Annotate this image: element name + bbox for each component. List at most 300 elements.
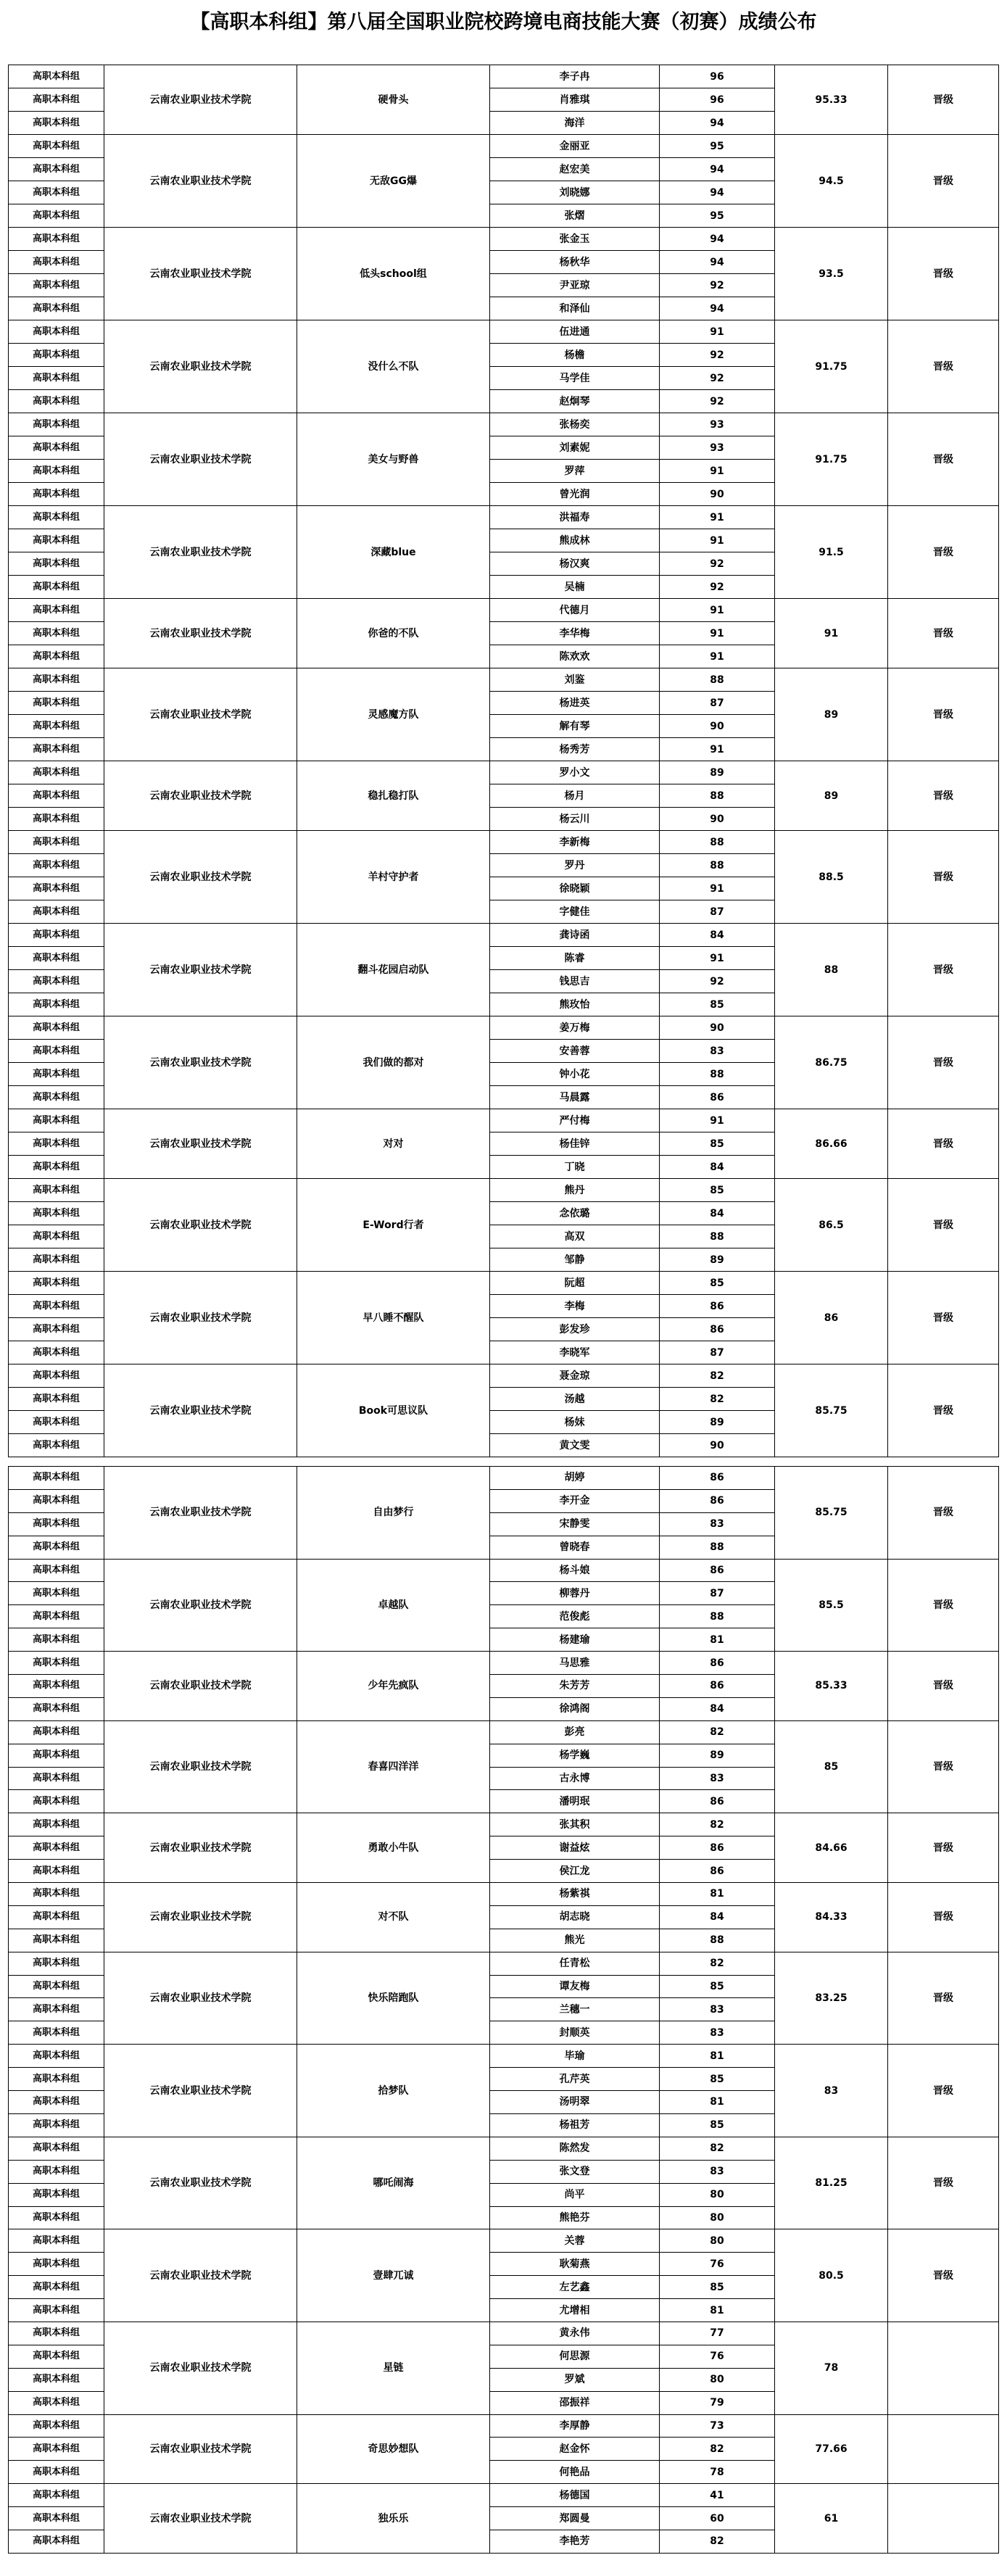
group-cell: 高职本科组 [9,390,104,413]
member-score-cell: 95 [660,204,775,228]
school-cell: 云南农业职业技术学院 [104,1272,297,1364]
team-name-cell: 美女与野兽 [297,413,490,506]
school-cell: 云南农业职业技术学院 [104,2414,297,2484]
member-name-cell: 李华梅 [490,622,660,645]
group-cell: 高职本科组 [9,2391,104,2414]
team-name-cell: 对不队 [297,1883,490,1952]
team-average-cell: 61 [775,2484,888,2554]
member-score-cell: 92 [660,274,775,297]
member-score-cell: 91 [660,738,775,761]
group-cell: 高职本科组 [9,1559,104,1582]
group-cell: 高职本科组 [9,112,104,135]
result-cell: 晋级 [888,135,999,228]
group-cell: 高职本科组 [9,761,104,784]
member-name-cell: 杨学巍 [490,1744,660,1767]
member-score-cell: 82 [660,2137,775,2160]
result-cell: 晋级 [888,668,999,761]
member-score-cell: 80 [660,2206,775,2229]
group-cell: 高职本科组 [9,668,104,692]
member-name-cell: 朱芳芳 [490,1675,660,1698]
member-score-cell: 92 [660,970,775,993]
member-score-cell: 86 [660,1652,775,1675]
table-row [9,831,999,854]
group-cell: 高职本科组 [9,460,104,483]
member-name-cell: 肖雅琪 [490,88,660,112]
school-cell: 云南农业职业技术学院 [104,1467,297,1560]
group-cell: 高职本科组 [9,1388,104,1411]
member-name-cell: 刘晓娜 [490,181,660,204]
school-cell: 云南农业职业技术学院 [104,1813,297,1883]
member-name-cell: 张杨奕 [490,413,660,436]
team-name-cell: 春喜四洋洋 [297,1720,490,1813]
table-row [9,1179,999,1202]
team-name-cell: 卓越队 [297,1559,490,1652]
results-table-part-2 [8,1466,999,2554]
table-row [9,320,999,344]
member-name-cell: 杨斗娘 [490,1559,660,1582]
member-name-cell: 罗丹 [490,854,660,877]
member-score-cell: 83 [660,2160,775,2183]
team-average-cell: 83.25 [775,1952,888,2045]
member-name-cell: 赵炯琴 [490,390,660,413]
group-cell: 高职本科组 [9,2229,104,2253]
member-name-cell: 陈欢欢 [490,645,660,668]
school-cell: 云南农业职业技术学院 [104,599,297,668]
group-cell: 高职本科组 [9,1929,104,1952]
member-score-cell: 87 [660,900,775,924]
member-name-cell: 张其积 [490,1813,660,1836]
group-cell: 高职本科组 [9,367,104,390]
member-score-cell: 82 [660,1720,775,1744]
group-cell: 高职本科组 [9,1467,104,1490]
group-cell: 高职本科组 [9,645,104,668]
member-score-cell: 86 [660,1086,775,1109]
group-cell: 高职本科组 [9,1605,104,1628]
group-cell: 高职本科组 [9,1860,104,1883]
group-cell: 高职本科组 [9,1063,104,1086]
group-cell: 高职本科组 [9,436,104,460]
group-cell: 高职本科组 [9,1697,104,1720]
school-cell: 云南农业职业技术学院 [104,1883,297,1952]
result-cell: 晋级 [888,2137,999,2229]
team-average-cell: 85.75 [775,1364,888,1457]
team-name-cell: 灵感魔方队 [297,668,490,761]
group-cell: 高职本科组 [9,1536,104,1559]
member-score-cell: 79 [660,2391,775,2414]
member-name-cell: 邵振祥 [490,2391,660,2414]
group-cell: 高职本科组 [9,900,104,924]
member-score-cell: 82 [660,2530,775,2553]
team-average-cell: 83 [775,2045,888,2137]
member-score-cell: 91 [660,877,775,900]
group-cell: 高职本科组 [9,552,104,576]
member-score-cell: 83 [660,1767,775,1790]
group-cell: 高职本科组 [9,877,104,900]
member-name-cell: 杨檐 [490,344,660,367]
member-name-cell: 李晓军 [490,1341,660,1364]
team-name-cell: 奇思妙想队 [297,2414,490,2484]
group-cell: 高职本科组 [9,2507,104,2530]
member-name-cell: 李梅 [490,1295,660,1318]
result-cell: 晋级 [888,1813,999,1883]
member-score-cell: 91 [660,506,775,529]
member-name-cell: 聂金琼 [490,1364,660,1388]
team-average-cell: 91.5 [775,506,888,599]
member-name-cell: 范俊彪 [490,1605,660,1628]
group-cell: 高职本科组 [9,1813,104,1836]
result-cell: 晋级 [888,413,999,506]
member-name-cell: 汤明翠 [490,2091,660,2114]
group-cell: 高职本科组 [9,1628,104,1652]
member-score-cell: 88 [660,831,775,854]
member-score-cell: 87 [660,1582,775,1605]
table-row [9,2137,999,2160]
group-cell: 高职本科组 [9,1341,104,1364]
member-name-cell: 张熠 [490,204,660,228]
member-score-cell: 91 [660,1109,775,1132]
member-score-cell: 90 [660,1016,775,1040]
group-cell: 高职本科组 [9,738,104,761]
group-cell: 高职本科组 [9,2160,104,2183]
table-row [9,1272,999,1295]
school-cell: 云南农业职业技术学院 [104,1652,297,1721]
member-name-cell: 杨秀芳 [490,738,660,761]
table-row [9,2484,999,2507]
group-cell: 高职本科组 [9,65,104,88]
group-cell: 高职本科组 [9,1652,104,1675]
member-name-cell: 徐晓颖 [490,877,660,900]
school-cell: 云南农业职业技术学院 [104,65,297,135]
team-average-cell: 86 [775,1272,888,1364]
group-cell: 高职本科组 [9,2299,104,2322]
member-score-cell: 94 [660,181,775,204]
group-cell: 高职本科组 [9,1582,104,1605]
group-cell: 高职本科组 [9,1883,104,1906]
team-name-cell: 没什么不队 [297,320,490,413]
result-cell: 晋级 [888,228,999,320]
result-cell: 晋级 [888,761,999,831]
team-name-cell: E-Word行者 [297,1179,490,1272]
member-name-cell: 熊玫怡 [490,993,660,1016]
team-name-cell: 深藏blue [297,506,490,599]
team-name-cell: 硬骨头 [297,65,490,135]
member-name-cell: 伍进通 [490,320,660,344]
group-cell: 高职本科组 [9,1744,104,1767]
member-score-cell: 94 [660,158,775,181]
table-row [9,65,999,88]
team-name-cell: 哪吒闹海 [297,2137,490,2229]
school-cell: 云南农业职业技术学院 [104,413,297,506]
table-row [9,1109,999,1132]
member-score-cell: 85 [660,993,775,1016]
result-cell: 晋级 [888,924,999,1016]
group-cell: 高职本科组 [9,1767,104,1790]
team-name-cell: 自由梦行 [297,1467,490,1560]
team-name-cell: 拾梦队 [297,2045,490,2137]
member-score-cell: 86 [660,1318,775,1341]
member-name-cell: 邹静 [490,1248,660,1272]
member-name-cell: 徐鸿阁 [490,1697,660,1720]
member-name-cell: 黄文雯 [490,1434,660,1457]
school-cell: 云南农业职业技术学院 [104,228,297,320]
member-name-cell: 杨祖芳 [490,2113,660,2137]
member-score-cell: 78 [660,2461,775,2484]
team-name-cell: 对对 [297,1109,490,1179]
group-cell: 高职本科组 [9,2322,104,2345]
group-cell: 高职本科组 [9,1720,104,1744]
member-name-cell: 杨德国 [490,2484,660,2507]
member-score-cell: 90 [660,715,775,738]
member-score-cell: 90 [660,808,775,831]
team-average-cell: 91 [775,599,888,668]
team-name-cell: 低头school组 [297,228,490,320]
team-average-cell: 94.5 [775,135,888,228]
team-average-cell: 80.5 [775,2229,888,2322]
table-row [9,1952,999,1975]
member-score-cell: 88 [660,668,775,692]
member-name-cell: 彭发珍 [490,1318,660,1341]
table-row [9,1813,999,1836]
team-name-cell: 翻斗花园启动队 [297,924,490,1016]
member-name-cell: 李新梅 [490,831,660,854]
group-cell: 高职本科组 [9,970,104,993]
group-cell: 高职本科组 [9,320,104,344]
school-cell: 云南农业职业技术学院 [104,1559,297,1652]
team-average-cell: 85.33 [775,1652,888,1721]
result-cell: 晋级 [888,2045,999,2137]
member-name-cell: 解有琴 [490,715,660,738]
member-name-cell: 张文登 [490,2160,660,2183]
member-score-cell: 89 [660,1248,775,1272]
member-score-cell: 88 [660,1605,775,1628]
member-score-cell: 86 [660,1836,775,1860]
member-score-cell: 92 [660,576,775,599]
table-row [9,1364,999,1388]
team-average-cell: 85.5 [775,1559,888,1652]
member-score-cell: 87 [660,1341,775,1364]
group-cell: 高职本科组 [9,506,104,529]
member-name-cell: 左艺鑫 [490,2276,660,2299]
member-name-cell: 侯江龙 [490,1860,660,1883]
result-cell: 晋级 [888,831,999,924]
team-average-cell: 86.5 [775,1179,888,1272]
member-score-cell: 91 [660,645,775,668]
group-cell: 高职本科组 [9,2461,104,2484]
member-score-cell: 88 [660,854,775,877]
member-name-cell: 赵金怀 [490,2438,660,2461]
group-cell: 高职本科组 [9,1836,104,1860]
team-average-cell: 88 [775,924,888,1016]
member-score-cell: 91 [660,460,775,483]
member-name-cell: 钱思吉 [490,970,660,993]
member-name-cell: 严付梅 [490,1109,660,1132]
group-cell: 高职本科组 [9,204,104,228]
member-name-cell: 何思源 [490,2345,660,2368]
member-name-cell: 赵宏美 [490,158,660,181]
team-name-cell: 早八睡不醒队 [297,1272,490,1364]
member-name-cell: 郑圆曼 [490,2507,660,2530]
table-row [9,1467,999,1490]
member-score-cell: 90 [660,1434,775,1457]
member-name-cell: 安善蓉 [490,1040,660,1063]
member-name-cell: 杨妹 [490,1411,660,1434]
school-cell: 云南农业职业技术学院 [104,924,297,1016]
member-name-cell: 海洋 [490,112,660,135]
member-name-cell: 李厚静 [490,2414,660,2438]
group-cell: 高职本科组 [9,274,104,297]
member-name-cell: 杨云川 [490,808,660,831]
member-score-cell: 88 [660,1929,775,1952]
group-cell: 高职本科组 [9,622,104,645]
group-cell: 高职本科组 [9,1411,104,1434]
group-cell: 高职本科组 [9,1318,104,1341]
member-name-cell: 宋静雯 [490,1512,660,1536]
school-cell: 云南农业职业技术学院 [104,2137,297,2229]
result-cell: 晋级 [888,1883,999,1952]
member-score-cell: 80 [660,2183,775,2206]
member-score-cell: 94 [660,112,775,135]
member-score-cell: 85 [660,2276,775,2299]
school-cell: 云南农业职业技术学院 [104,135,297,228]
group-cell: 高职本科组 [9,1675,104,1698]
team-name-cell: 勇敢小牛队 [297,1813,490,1883]
group-cell: 高职本科组 [9,1272,104,1295]
member-name-cell: 熊丹 [490,1179,660,1202]
team-name-cell: 稳扎稳打队 [297,761,490,831]
member-score-cell: 93 [660,413,775,436]
result-cell: 晋级 [888,320,999,413]
member-name-cell: 胡志晓 [490,1905,660,1929]
member-score-cell: 82 [660,1813,775,1836]
group-cell: 高职本科组 [9,1905,104,1929]
result-cell: 晋级 [888,599,999,668]
member-score-cell: 88 [660,1225,775,1248]
group-cell: 高职本科组 [9,2484,104,2507]
member-name-cell: 熊光 [490,1929,660,1952]
member-score-cell: 83 [660,1040,775,1063]
school-cell: 云南农业职业技术学院 [104,1720,297,1813]
member-score-cell: 82 [660,1388,775,1411]
team-average-cell: 86.75 [775,1016,888,1109]
member-name-cell: 孔芹英 [490,2068,660,2091]
member-score-cell: 80 [660,2229,775,2253]
team-average-cell: 84.33 [775,1883,888,1952]
member-score-cell: 81 [660,1883,775,1906]
member-name-cell: 罗斌 [490,2368,660,2391]
member-score-cell: 86 [660,1860,775,1883]
group-cell: 高职本科组 [9,297,104,320]
group-cell: 高职本科组 [9,1975,104,1998]
team-average-cell: 93.5 [775,228,888,320]
member-name-cell: 兰穗一 [490,1998,660,2021]
team-average-cell: 89 [775,761,888,831]
member-name-cell: 彭亮 [490,1720,660,1744]
group-cell: 高职本科组 [9,924,104,947]
group-cell: 高职本科组 [9,2068,104,2091]
group-cell: 高职本科组 [9,413,104,436]
group-cell: 高职本科组 [9,1952,104,1975]
group-cell: 高职本科组 [9,831,104,854]
member-name-cell: 丁晓 [490,1156,660,1179]
group-cell: 高职本科组 [9,692,104,715]
member-name-cell: 洪福寿 [490,506,660,529]
member-name-cell: 龚诗函 [490,924,660,947]
group-cell: 高职本科组 [9,2206,104,2229]
member-name-cell: 阮超 [490,1272,660,1295]
member-score-cell: 86 [660,1467,775,1490]
member-name-cell: 代德月 [490,599,660,622]
member-score-cell: 85 [660,1975,775,1998]
group-cell: 高职本科组 [9,715,104,738]
team-name-cell: 快乐陪跑队 [297,1952,490,2045]
result-cell: 晋级 [888,65,999,135]
result-cell: 晋级 [888,1364,999,1457]
team-name-cell: 独乐乐 [297,2484,490,2554]
member-score-cell: 94 [660,297,775,320]
member-name-cell: 金丽亚 [490,135,660,158]
member-score-cell: 76 [660,2253,775,2276]
member-name-cell: 曾晓春 [490,1536,660,1559]
table-row [9,1559,999,1582]
member-name-cell: 马思雅 [490,1652,660,1675]
member-score-cell: 90 [660,483,775,506]
member-name-cell: 谢益炫 [490,1836,660,1860]
team-average-cell: 77.66 [775,2414,888,2484]
member-score-cell: 89 [660,1411,775,1434]
member-name-cell: 李子冉 [490,65,660,88]
table-row [9,228,999,251]
group-cell: 高职本科组 [9,2021,104,2045]
team-average-cell: 95.33 [775,65,888,135]
result-cell [888,2322,999,2414]
member-name-cell: 熊成林 [490,529,660,552]
member-name-cell: 陈然发 [490,2137,660,2160]
member-name-cell: 字健佳 [490,900,660,924]
member-score-cell: 87 [660,692,775,715]
member-score-cell: 85 [660,2113,775,2137]
group-cell: 高职本科组 [9,1109,104,1132]
table-row [9,1652,999,1675]
member-score-cell: 85 [660,1272,775,1295]
group-cell: 高职本科组 [9,251,104,274]
group-cell: 高职本科组 [9,1790,104,1813]
member-score-cell: 96 [660,88,775,112]
member-score-cell: 85 [660,2068,775,2091]
member-name-cell: 尹亚琼 [490,274,660,297]
group-cell: 高职本科组 [9,1132,104,1156]
member-score-cell: 83 [660,1512,775,1536]
member-score-cell: 91 [660,320,775,344]
member-name-cell: 马晨露 [490,1086,660,1109]
group-cell: 高职本科组 [9,947,104,970]
member-score-cell: 86 [660,1790,775,1813]
result-cell: 晋级 [888,1559,999,1652]
team-name-cell: Book可思议队 [297,1364,490,1457]
group-cell: 高职本科组 [9,2414,104,2438]
member-name-cell: 熊艳芬 [490,2206,660,2229]
member-name-cell: 耿菊燕 [490,2253,660,2276]
member-name-cell: 李开金 [490,1489,660,1512]
member-score-cell: 88 [660,1063,775,1086]
table-row [9,924,999,947]
group-cell: 高职本科组 [9,1295,104,1318]
member-name-cell: 李艳芳 [490,2530,660,2553]
team-name-cell: 星链 [297,2322,490,2414]
team-name-cell: 无敌GG爆 [297,135,490,228]
table-row [9,413,999,436]
table-row [9,2229,999,2253]
table-row [9,2414,999,2438]
